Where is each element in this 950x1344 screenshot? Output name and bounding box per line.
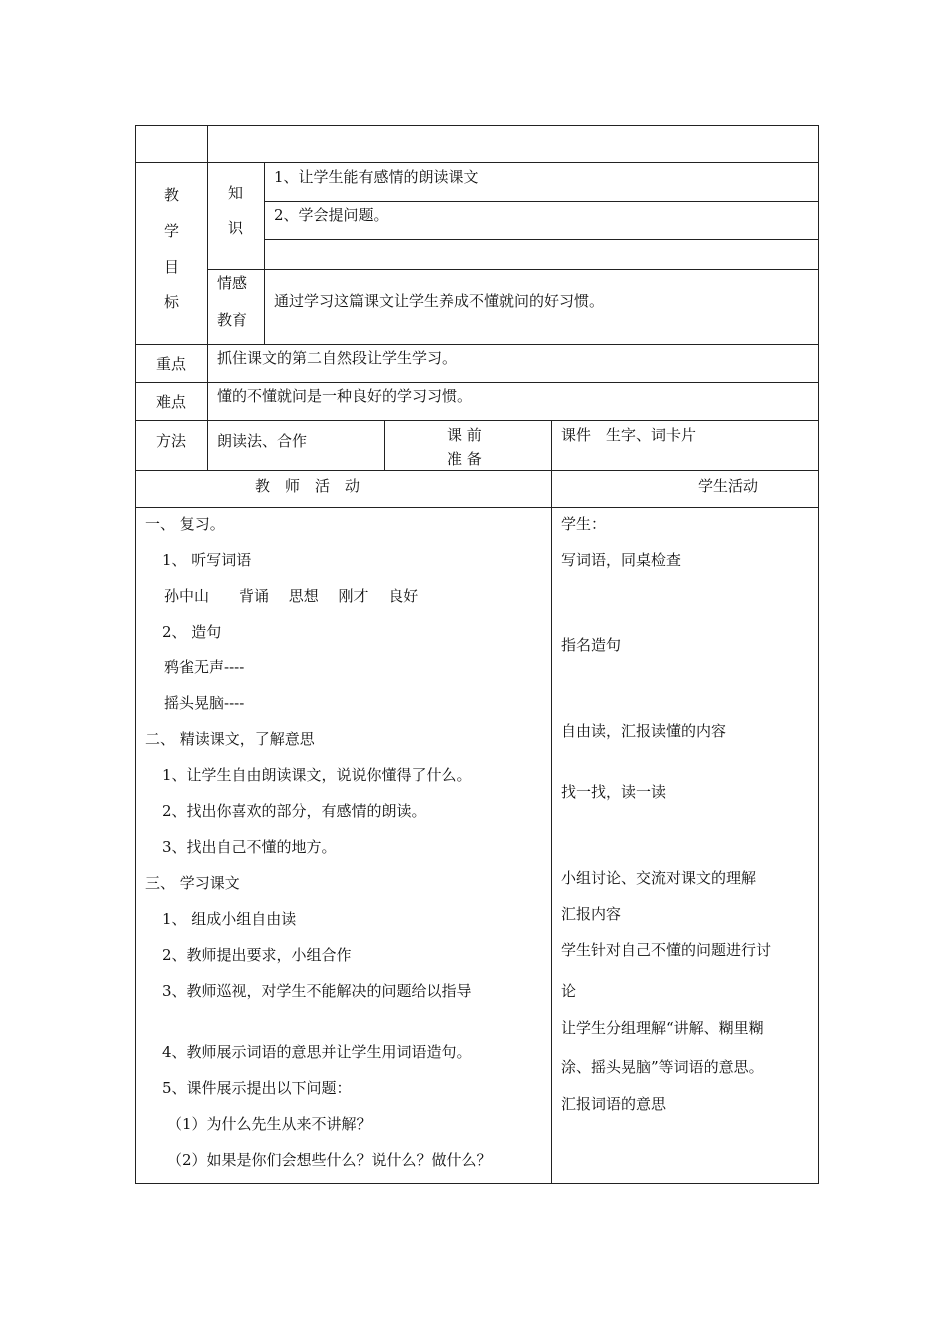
student-line: 论 xyxy=(561,982,577,1000)
method-label: 方法 xyxy=(156,432,187,450)
teacher-line: 2、找出你喜欢的部分，有感情的朗读。 xyxy=(162,802,427,820)
teacher-line: （1）为什么先生从来不讲解？ xyxy=(167,1115,372,1133)
teacher-line: 4、教师展示词语的意思并让学生用词语造句。 xyxy=(162,1043,472,1061)
student-line: 指名造句 xyxy=(561,636,622,654)
student-line: 学生： xyxy=(561,515,607,533)
student-line: 学生针对自己不懂的问题进行讨 xyxy=(561,941,772,959)
table-border-right xyxy=(818,125,819,1184)
objectives-label-char: 目 xyxy=(164,258,180,276)
teacher-line: 二、 精读课文，了解意思 xyxy=(145,730,315,748)
knowledge-label-char: 识 xyxy=(228,219,244,237)
teacher-line: 3、找出自己不懂的地方。 xyxy=(162,838,337,856)
row-divider xyxy=(135,507,819,508)
student-line: 汇报词语的意思 xyxy=(561,1095,667,1113)
column-divider xyxy=(207,125,208,470)
difficulty-text: 懂的不懂就问是一种良好的学习习惯。 xyxy=(217,387,473,405)
student-line: 自由读，汇报读懂的内容 xyxy=(561,722,727,740)
difficulty-label: 难点 xyxy=(156,393,187,411)
key-point-label: 重点 xyxy=(156,355,187,373)
student-line: 涂、摇头晃脑”等词语的意思。 xyxy=(561,1058,764,1076)
objectives-label-char: 教 xyxy=(164,186,180,204)
student-line: 小组讨论、交流对课文的理解 xyxy=(561,869,757,887)
preparation-text: 课件 生字、词卡片 xyxy=(561,426,697,444)
teacher-activity-header: 教 师 活 动 xyxy=(255,477,361,495)
teacher-line: 2、教师提出要求，小组合作 xyxy=(162,946,352,964)
emotion-label: 教育 xyxy=(217,311,248,329)
teacher-line: 1、 听写词语 xyxy=(162,551,252,569)
method-text: 朗读法、合作 xyxy=(217,432,308,450)
teacher-line: 孙中山 背诵 思想 刚才 良好 xyxy=(164,587,419,605)
student-line: 写词语，同桌检查 xyxy=(561,551,682,569)
row-divider xyxy=(135,162,819,163)
row-divider xyxy=(264,239,819,240)
knowledge-label-char: 知 xyxy=(228,184,244,202)
column-divider xyxy=(264,162,265,344)
student-line: 找一找，读一读 xyxy=(561,783,667,801)
row-divider xyxy=(264,201,819,202)
preparation-label: 准 备 xyxy=(447,450,482,468)
row-divider xyxy=(135,382,819,383)
objectives-label-char: 标 xyxy=(164,293,180,311)
column-divider xyxy=(551,420,552,1184)
preparation-label: 课 前 xyxy=(447,426,482,444)
emotion-label: 情感 xyxy=(217,274,248,292)
teacher-line: 摇头晃脑---- xyxy=(164,694,245,712)
student-line: 让学生分组理解“讲解、糊里糊 xyxy=(561,1019,764,1037)
table-border-left xyxy=(135,125,136,1184)
teacher-line: 3、教师巡视，对学生不能解决的问题给以指导 xyxy=(162,982,472,1000)
row-divider xyxy=(207,269,819,270)
objectives-label-char: 学 xyxy=(164,222,180,240)
table-border-bottom xyxy=(135,1183,819,1184)
student-line: 汇报内容 xyxy=(561,905,622,923)
row-divider xyxy=(135,344,819,345)
teacher-line: 1、 组成小组自由读 xyxy=(162,910,297,928)
teacher-line: 5、课件展示提出以下问题： xyxy=(162,1079,352,1097)
teacher-line: （2）如果是你们会想些什么？说什么？做什么？ xyxy=(167,1151,492,1169)
key-point-text: 抓住课文的第二自然段让学生学习。 xyxy=(217,349,458,367)
table-border-top xyxy=(135,125,819,126)
teacher-line: 一、 复习。 xyxy=(145,515,225,533)
teacher-line: 1、让学生自由朗读课文，说说你懂得了什么。 xyxy=(162,766,472,784)
column-divider xyxy=(384,420,385,470)
teacher-line: 2、 造句 xyxy=(162,623,222,641)
knowledge-item: 1、让学生能有感情的朗读课文 xyxy=(274,168,479,186)
knowledge-item: 2、学会提问题。 xyxy=(274,206,389,224)
teacher-line: 三、 学习课文 xyxy=(145,874,240,892)
emotion-text: 通过学习这篇课文让学生养成不懂就问的好习惯。 xyxy=(274,292,605,310)
row-divider xyxy=(135,420,819,421)
student-activity-header: 学生活动 xyxy=(698,477,759,495)
row-divider xyxy=(135,470,819,471)
teacher-line: 鸦雀无声---- xyxy=(164,658,245,676)
